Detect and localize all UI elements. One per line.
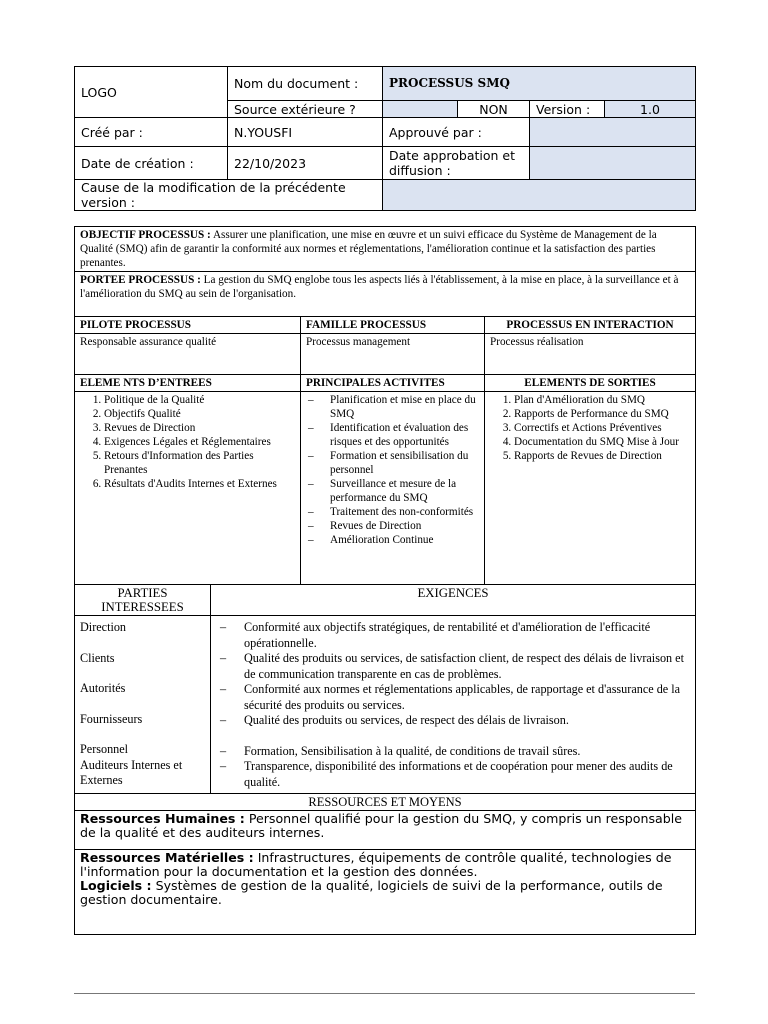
activities-list (306, 393, 479, 547)
interaction-header: PROCESSUS EN INTERACTION (485, 317, 696, 334)
software-label: Logiciels : (80, 878, 152, 893)
objective-label: OBJECTIF PROCESSUS : (80, 229, 211, 241)
requirements-header: EXIGENCES (211, 585, 696, 616)
list-item: Autorités (80, 681, 126, 695)
source-label: Source extérieure ? (228, 101, 383, 118)
inputs-cell (75, 392, 301, 585)
list-item: – Conformité aux normes et réglementations applicables, de rapportage et d'assurance de la sécurité des produits ou services. (244, 682, 690, 713)
list-item: – Planification et mise en place du SMQ (330, 393, 479, 421)
doc-name-label: Nom du document : (228, 67, 383, 101)
family-header: FAMILLE PROCESSUS (301, 317, 485, 334)
approval-date-value (530, 147, 696, 180)
inputs-header: ELEME NTS D’ENTREES (75, 375, 301, 392)
version-label: Version : (530, 101, 605, 118)
objective-cell (75, 227, 696, 272)
human-resources-text: Personnel qualifié pour la gestion du SMQ, y compris un responsable de la qualité et des auditeurs internes. (80, 811, 683, 840)
human-resources-label: Ressources Humaines : (80, 811, 245, 826)
created-by-label: Créé par : (75, 118, 228, 147)
list-item: – Formation et sensibilisation du personnel (330, 449, 479, 477)
list-item: – Qualité des produits ou services, de respect des délais de livraison. (244, 713, 690, 729)
outputs-list (490, 393, 690, 463)
pilot-value: Responsable assurance qualité (75, 334, 301, 375)
list-item: 1. Plan d'Amélioration du SMQ (514, 393, 690, 407)
list-item: Fournisseurs (80, 711, 143, 726)
list-item: 5. Retours d'Information des Parties Prenantes (104, 449, 295, 477)
process-table (74, 226, 696, 935)
list-item: – Identification et évaluation des risques et des opportunités (330, 421, 479, 449)
list-item: 2. Rapports de Performance du SMQ (514, 407, 690, 421)
list-item: Personnel (80, 742, 129, 756)
approved-by-label: Approuvé par : (383, 118, 530, 147)
list-item: – Qualité des produits ou services, de satisfaction client, de respect des délais de livraison et de communication transparente en cas de problèmes. (244, 651, 690, 682)
list-item: Auditeurs Internes et Externes (80, 757, 183, 787)
family-value: Processus management (301, 334, 485, 375)
source-value: NON (458, 101, 530, 118)
human-resources-cell (75, 811, 696, 850)
approved-by-value (530, 118, 696, 147)
pilot-header: PILOTE PROCESSUS (75, 317, 301, 334)
inputs-list (80, 393, 295, 491)
list-item: 3. Correctifs et Actions Préventives (514, 421, 690, 435)
created-by-value: N.YOUSFI (228, 118, 383, 147)
material-resources-label: Ressources Matérielles : (80, 850, 254, 865)
list-item: 3. Revues de Direction (104, 421, 295, 435)
material-resources-text: Infrastructures, équipements de contrôle qualité, technologies de l'information pour la documentation et la gestion des données. (80, 850, 672, 879)
list-item: 5. Rapports de Revues de Direction (514, 449, 690, 463)
parties-header: PARTIES INTERESSEES (75, 585, 211, 616)
requirements-cell (211, 616, 696, 794)
list-item: – Conformité aux objectifs stratégiques, de rentabilité et d'amélioration de l'efficacité opérationnelle. (244, 620, 690, 651)
outputs-header: ELEMENTS DE SORTIES (485, 375, 696, 392)
list-item: – Revues de Direction (330, 519, 479, 533)
resources-header: RESSOURCES ET MOYENS (75, 794, 696, 811)
creation-date-label: Date de création : (75, 147, 228, 180)
list-item: – Transparence, disponibilité des informations et de coopération pour mener des audits de qualité. (244, 759, 690, 790)
objective-text: Assurer une planification, une mise en œuvre et un suivi efficace du Système de Management de la Qualité (SMQ) afin de garantir la conformité aux normes et réglementations, l'amélioration continue et la satisfaction des parties prenantes. (80, 229, 657, 269)
approval-date-label: Date approbation et diffusion : (383, 147, 530, 180)
list-item: Clients (80, 650, 115, 665)
source-empty-cell (383, 101, 458, 118)
scope-cell (75, 272, 696, 317)
list-item: 2. Objectifs Qualité (104, 407, 295, 421)
scope-text: La gestion du SMQ englobe tous les aspects liés à l'établissement, à la mise en place, à la surveillance et à l'amélioration du SMQ au sein de l'organisation. (80, 274, 679, 300)
outputs-cell (485, 392, 696, 585)
doc-name-value: PROCESSUS SMQ (383, 67, 696, 101)
activities-cell (301, 392, 485, 585)
list-item: – Amélioration Continue (330, 533, 479, 547)
list-item: 6. Résultats d'Audits Internes et Externes (104, 477, 295, 491)
list-item: – Surveillance et mesure de la performance du SMQ (330, 477, 479, 505)
activities-header: PRINCIPALES ACTIVITES (301, 375, 485, 392)
material-resources-cell (75, 850, 696, 935)
software-text: Systèmes de gestion de la qualité, logiciels de suivi de la performance, outils de gestion documentaire. (80, 878, 663, 907)
scope-label: PORTEE PROCESSUS : (80, 274, 201, 286)
list-item: 4. Documentation du SMQ Mise à Jour (514, 435, 690, 449)
modification-cause-label: Cause de la modification de la précédente version : (75, 180, 383, 211)
interaction-value: Processus réalisation (485, 334, 696, 375)
list-item: Direction (80, 620, 127, 634)
parties-cell (75, 616, 211, 794)
logo-placeholder: LOGO (75, 67, 228, 118)
list-item: 4. Exigences Légales et Réglementaires (104, 435, 295, 449)
creation-date-value: 22/10/2023 (228, 147, 383, 180)
parties-list (80, 620, 205, 789)
list-item: – Traitement des non-conformités (330, 505, 479, 519)
requirements-list (216, 620, 690, 790)
document-header-table (74, 66, 696, 211)
version-value: 1.0 (605, 101, 696, 118)
list-item: 1. Politique de la Qualité (104, 393, 295, 407)
footer-divider (74, 993, 695, 994)
modification-cause-value (383, 180, 696, 211)
list-item: – Formation, Sensibilisation à la qualité, de conditions de travail sûres. (244, 744, 690, 760)
